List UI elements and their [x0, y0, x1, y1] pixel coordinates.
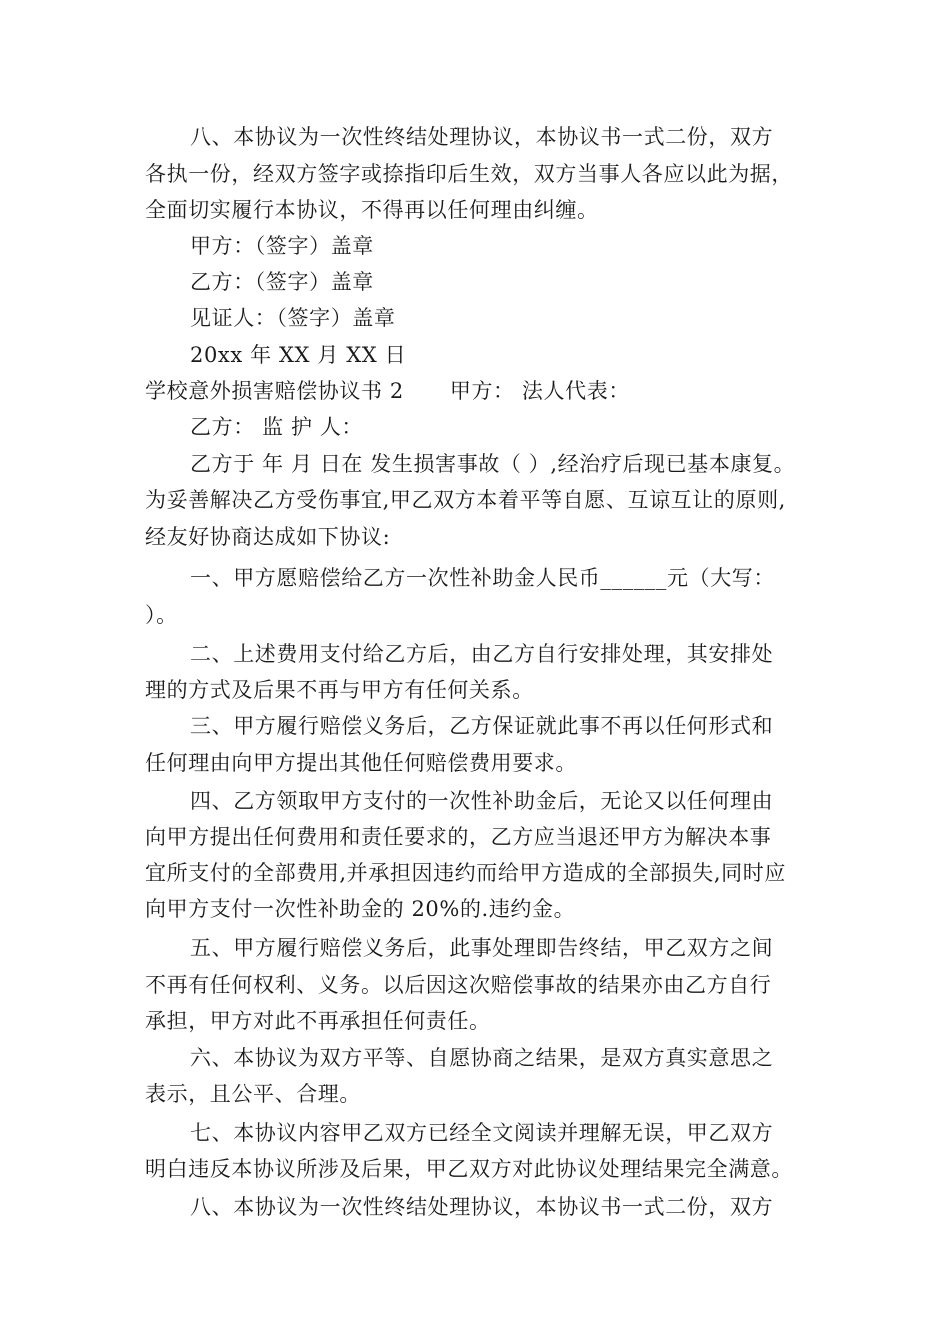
clause-one-line: ）。 — [145, 603, 178, 627]
paragraph-line: 八、本协议为一次性终结处理协议，本协议书一式二份，双方 — [190, 125, 774, 149]
clause-five-line: 承担，甲方对此不再承担任何责任。 — [145, 1009, 491, 1033]
signature-line-witness: 见证人：（签字）盖章 — [190, 306, 396, 330]
party-a-label: 甲方： 法人代表： — [449, 379, 630, 403]
clause-four-line: 向甲方支付一次性补助金的 20%的.违约金。 — [145, 897, 576, 921]
clause-four-line: 宜所支付的全部费用,并承担因违约而给甲方造成的全部损失,同时应 — [145, 861, 786, 885]
paragraph-line: 乙方于 年 月 日在 发生损害事故（ ）,经治疗后现已基本康复。 — [190, 452, 796, 476]
paragraph-line: 为妥善解决乙方受伤事宜,甲乙双方本着平等自愿、互谅互让的原则, — [145, 488, 786, 512]
clause-three-line: 三、甲方履行赔偿义务后，乙方保证就此事不再以任何形式和 — [190, 714, 774, 738]
paragraph-line: 各执一份，经双方签字或捺指印后生效，双方当事人各应以此为据， — [145, 162, 793, 186]
clause-one-line: 一、甲方愿赔偿给乙方一次性补助金人民币______元（大写： — [190, 566, 775, 590]
clause-five-line: 五、甲方履行赔偿义务后，此事处理即告终结，甲乙双方之间 — [190, 936, 774, 960]
clause-eight-line: 八、本协议为一次性终结处理协议，本协议书一式二份，双方 — [190, 1195, 774, 1219]
clause-two-line: 二、上述费用支付给乙方后，由乙方自行安排处理，其安排处 — [190, 642, 774, 666]
clause-four-line: 四、乙方领取甲方支付的一次性补助金后，无论又以任何理由 — [190, 789, 774, 813]
paragraph-line: 经友好协商达成如下协议: — [145, 525, 391, 549]
paragraph-line: 全面切实履行本协议，不得再以任何理由纠缠。 — [145, 198, 599, 222]
date-line: 20xx 年 XX 月 XX 日 — [190, 343, 407, 367]
clause-six-line: 表示，且公平、合理。 — [145, 1082, 361, 1106]
party-b-label: 乙方： 监 护 人： — [190, 415, 364, 439]
clause-seven-line: 七、本协议内容甲乙双方已经全文阅读并理解无误，甲乙双方 — [190, 1121, 774, 1145]
signature-line-party-b: 乙方：（签字）盖章 — [190, 270, 374, 294]
clause-three-line: 任何理由向甲方提出其他任何赔偿费用要求。 — [145, 751, 577, 775]
clause-two-line: 理的方式及后果不再与甲方有任何关系。 — [145, 678, 534, 702]
heading-line — [145, 377, 630, 405]
clause-five-line: 不再有任何权利、义务。以后因这次赔偿事故的结果亦由乙方自行 — [145, 973, 772, 997]
clause-seven-line: 明白违反本协议所涉及后果，甲乙双方对此协议处理结果完全满意。 — [145, 1157, 793, 1181]
clause-four-line: 向甲方提出任何费用和责任要求的，乙方应当退还甲方为解决本事 — [145, 825, 772, 849]
document-title: 学校意外损害赔偿协议书 2 — [145, 379, 404, 403]
clause-six-line: 六、本协议为双方平等、自愿协商之结果，是双方真实意思之 — [190, 1046, 774, 1070]
signature-line-party-a: 甲方：（签字）盖章 — [190, 234, 374, 258]
